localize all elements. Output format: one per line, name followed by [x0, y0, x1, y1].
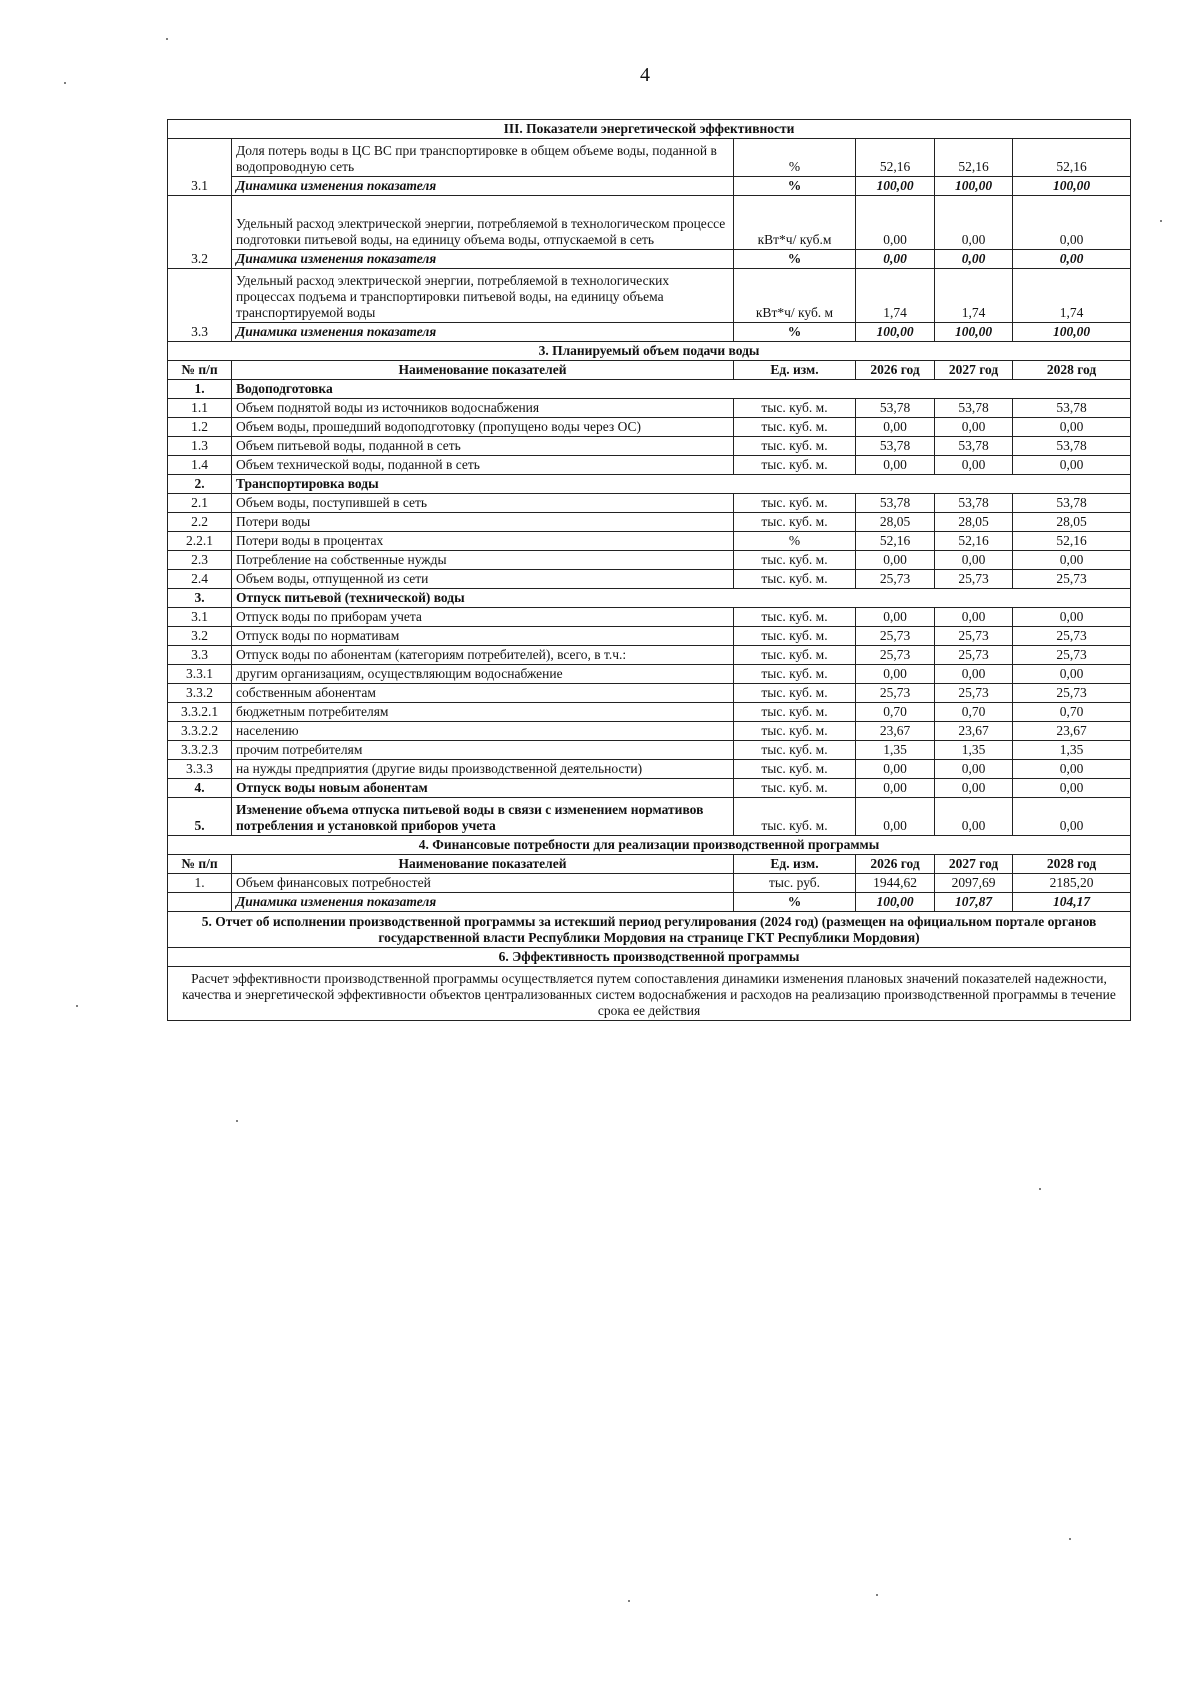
unit-cell: тыс. куб. м.	[734, 665, 856, 684]
value-2027: 1,35	[935, 741, 1013, 760]
value-2026: 0,00	[856, 665, 935, 684]
value-2026: 52,16	[856, 532, 935, 551]
row-number: 2.4	[168, 570, 232, 589]
volume-data-row	[168, 627, 1131, 646]
value-2027: 1,74	[935, 269, 1013, 323]
value-2026: 53,78	[856, 437, 935, 456]
value-2028: 1,35	[1013, 741, 1131, 760]
column-header-unit: Ед. изм.	[734, 361, 856, 380]
unit-cell: тыс. куб. м.	[734, 741, 856, 760]
volume-data-row	[168, 646, 1131, 665]
value-2028: 53,78	[1013, 494, 1131, 513]
indicator-name: Потери воды	[232, 513, 734, 532]
row-number: 1.2	[168, 418, 232, 437]
indicator-name: Объем технической воды, поданной в сеть	[232, 456, 734, 475]
group-number: 2.	[168, 475, 232, 494]
dynamics-label: Динамика изменения показателя	[232, 893, 734, 912]
volume-data-row	[168, 513, 1131, 532]
indicator-name: населению	[232, 722, 734, 741]
group-name: Отпуск питьевой (технической) воды	[232, 589, 1131, 608]
value-2026: 0,00	[856, 798, 935, 836]
unit-cell: тыс. куб. м.	[734, 418, 856, 437]
value-2028: 28,05	[1013, 513, 1131, 532]
indicator-name: Удельный расход электрической энергии, потребляемой в технологическом процессе подготовки питьевой воды, на единицу объема воды, отпускаемой в сеть	[232, 196, 734, 250]
volume-data-row	[168, 532, 1131, 551]
energy-section-title-row	[168, 120, 1131, 139]
volume-group-row	[168, 475, 1131, 494]
unit-cell: тыс. куб. м.	[734, 646, 856, 665]
dynamics-2027: 100,00	[935, 177, 1013, 196]
energy-indicator-row	[168, 139, 1131, 177]
row-number: 1.	[168, 874, 232, 893]
value-2028: 0,00	[1013, 760, 1131, 779]
indicator-name: бюджетным потребителям	[232, 703, 734, 722]
row-number: 5.	[168, 798, 232, 836]
column-header-number: № п/п	[168, 855, 232, 874]
value-2026: 0,00	[856, 418, 935, 437]
group-name: Транспортировка воды	[232, 475, 1131, 494]
value-2028: 25,73	[1013, 646, 1131, 665]
value-2026: 1,74	[856, 269, 935, 323]
volume-data-row	[168, 741, 1131, 760]
value-2027: 0,70	[935, 703, 1013, 722]
scan-speck	[166, 38, 168, 40]
row-number: 4.	[168, 779, 232, 798]
unit-cell: тыс. куб. м.	[734, 627, 856, 646]
volume-data-row	[168, 570, 1131, 589]
value-2026: 1944,62	[856, 874, 935, 893]
column-header-2028: 2028 год	[1013, 855, 1131, 874]
scan-speck	[628, 1600, 630, 1602]
volume-tall-row	[168, 798, 1131, 836]
column-header-unit: Ед. изм.	[734, 855, 856, 874]
unit-cell: кВт*ч/ куб. м	[734, 269, 856, 323]
volume-data-row	[168, 437, 1131, 456]
volume-data-row	[168, 684, 1131, 703]
value-2028: 0,00	[1013, 779, 1131, 798]
indicator-name: Потребление на собственные нужды	[232, 551, 734, 570]
efficiency-section-title-row	[168, 948, 1131, 967]
value-2027: 0,00	[935, 760, 1013, 779]
indicator-name: Объем воды, поступившей в сеть	[232, 494, 734, 513]
unit-cell: %	[734, 139, 856, 177]
volume-data-row	[168, 608, 1131, 627]
row-number: 3.2	[168, 627, 232, 646]
indicator-name: Объем воды, отпущенной из сети	[232, 570, 734, 589]
group-name: Водоподготовка	[232, 380, 1131, 399]
value-2026: 0,00	[856, 196, 935, 250]
row-number: 3.1	[168, 139, 232, 196]
value-2026: 0,70	[856, 703, 935, 722]
scan-speck	[236, 1120, 238, 1122]
indicator-name: Доля потерь воды в ЦС ВС при транспортировке в общем объеме воды, поданной в водопроводную сеть	[232, 139, 734, 177]
value-2028: 25,73	[1013, 570, 1131, 589]
row-number: 3.3.2	[168, 684, 232, 703]
value-2026: 28,05	[856, 513, 935, 532]
unit-cell: тыс. куб. м.	[734, 684, 856, 703]
row-number: 1.1	[168, 399, 232, 418]
value-2027: 25,73	[935, 646, 1013, 665]
finance-section-title-row	[168, 836, 1131, 855]
unit-cell: тыс. куб. м.	[734, 399, 856, 418]
value-2026: 53,78	[856, 399, 935, 418]
value-2026: 25,73	[856, 684, 935, 703]
value-2026: 0,00	[856, 456, 935, 475]
row-number: 2.2.1	[168, 532, 232, 551]
page-number: 4	[640, 64, 650, 86]
value-2027: 28,05	[935, 513, 1013, 532]
value-2026: 52,16	[856, 139, 935, 177]
unit-cell: тыс. куб. м.	[734, 760, 856, 779]
column-header-number: № п/п	[168, 361, 232, 380]
indicator-name: на нужды предприятия (другие виды производственной деятельности)	[232, 760, 734, 779]
unit-cell: %	[734, 532, 856, 551]
value-2028: 0,00	[1013, 196, 1131, 250]
value-2026: 0,00	[856, 760, 935, 779]
value-2027: 0,00	[935, 779, 1013, 798]
unit-cell: тыс. куб. м.	[734, 456, 856, 475]
production-program-table	[167, 119, 1131, 1021]
scan-speck	[76, 1005, 78, 1007]
dynamics-unit: %	[734, 177, 856, 196]
volume-data-row	[168, 665, 1131, 684]
row-number: 3.3.2.1	[168, 703, 232, 722]
value-2026: 23,67	[856, 722, 935, 741]
dynamics-2026: 100,00	[856, 893, 935, 912]
value-2027: 52,16	[935, 139, 1013, 177]
efficiency-text-row	[168, 967, 1131, 1021]
value-2028: 52,16	[1013, 139, 1131, 177]
group-number: 1.	[168, 380, 232, 399]
indicator-name: Объем питьевой воды, поданной в сеть	[232, 437, 734, 456]
row-number: 2.2	[168, 513, 232, 532]
row-number: 3.3.2.2	[168, 722, 232, 741]
group-number: 3.	[168, 589, 232, 608]
unit-cell: тыс. куб. м.	[734, 703, 856, 722]
row-number: 1.4	[168, 456, 232, 475]
volume-group-row	[168, 589, 1131, 608]
value-2026: 25,73	[856, 570, 935, 589]
unit-cell: тыс. куб. м.	[734, 722, 856, 741]
efficiency-section-title: 6. Эффективность производственной программы	[168, 948, 1131, 967]
unit-cell: кВт*ч/ куб.м	[734, 196, 856, 250]
volume-data-row	[168, 722, 1131, 741]
value-2027: 0,00	[935, 798, 1013, 836]
dynamics-2028: 104,17	[1013, 893, 1131, 912]
indicator-name: Отпуск воды новым абонентам	[232, 779, 734, 798]
volume-group-row	[168, 380, 1131, 399]
efficiency-text: Расчет эффективности производственной программы осуществляется путем сопоставления динамики изменения плановых значений показателей надежности, качества и энергетической эффективности объектов централизованных систем водоснабжения и расходов на реализацию производственной программы в течение срока ее действия	[168, 967, 1131, 1021]
value-2026: 0,00	[856, 779, 935, 798]
indicator-name: прочим потребителям	[232, 741, 734, 760]
value-2027: 52,16	[935, 532, 1013, 551]
value-2028: 25,73	[1013, 684, 1131, 703]
indicator-name: другим организациям, осуществляющим водоснабжение	[232, 665, 734, 684]
dynamics-label: Динамика изменения показателя	[232, 177, 734, 196]
indicator-name: Отпуск воды по абонентам (категориям потребителей), всего, в т.ч.:	[232, 646, 734, 665]
value-2028: 25,73	[1013, 627, 1131, 646]
value-2027: 2097,69	[935, 874, 1013, 893]
energy-dynamics-row	[168, 250, 1131, 269]
value-2027: 0,00	[935, 456, 1013, 475]
energy-dynamics-row	[168, 177, 1131, 196]
dynamics-2026: 100,00	[856, 323, 935, 342]
energy-indicator-row	[168, 196, 1131, 250]
dynamics-2028: 100,00	[1013, 177, 1131, 196]
finance-dynamics-row	[168, 893, 1131, 912]
volume-data-row	[168, 779, 1131, 798]
value-2028: 1,74	[1013, 269, 1131, 323]
value-2027: 0,00	[935, 608, 1013, 627]
value-2027: 53,78	[935, 399, 1013, 418]
row-number: 2.1	[168, 494, 232, 513]
volume-section-title: 3. Планируемый объем подачи воды	[168, 342, 1131, 361]
value-2028: 2185,20	[1013, 874, 1131, 893]
indicator-name: Объем воды, прошедший водоподготовку (пропущено воды через ОС)	[232, 418, 734, 437]
value-2026: 1,35	[856, 741, 935, 760]
row-number: 3.3.2.3	[168, 741, 232, 760]
value-2027: 53,78	[935, 437, 1013, 456]
value-2028: 23,67	[1013, 722, 1131, 741]
unit-cell: тыс. куб. м.	[734, 513, 856, 532]
value-2028: 53,78	[1013, 399, 1131, 418]
column-header-2028: 2028 год	[1013, 361, 1131, 380]
energy-dynamics-row	[168, 323, 1131, 342]
dynamics-2027: 100,00	[935, 323, 1013, 342]
dynamics-unit: %	[734, 893, 856, 912]
energy-indicator-row	[168, 269, 1131, 323]
value-2027: 25,73	[935, 684, 1013, 703]
value-2028: 0,70	[1013, 703, 1131, 722]
dynamics-unit: %	[734, 250, 856, 269]
value-2026: 53,78	[856, 494, 935, 513]
value-2027: 0,00	[935, 196, 1013, 250]
dynamics-2026: 100,00	[856, 177, 935, 196]
indicator-name: собственным абонентам	[232, 684, 734, 703]
value-2027: 0,00	[935, 665, 1013, 684]
unit-cell: тыс. куб. м.	[734, 570, 856, 589]
unit-cell: тыс. руб.	[734, 874, 856, 893]
dynamics-2027: 107,87	[935, 893, 1013, 912]
row-number: 1.3	[168, 437, 232, 456]
row-number: 3.3.3	[168, 760, 232, 779]
indicator-name: Отпуск воды по нормативам	[232, 627, 734, 646]
scan-speck	[1039, 1188, 1041, 1190]
value-2028: 0,00	[1013, 665, 1131, 684]
indicator-name: Изменение объема отпуска питьевой воды в связи с изменением нормативов потребления и установкой приборов учета	[232, 798, 734, 836]
value-2027: 0,00	[935, 418, 1013, 437]
energy-section-title: III. Показатели энергетической эффективности	[168, 120, 1131, 139]
value-2028: 0,00	[1013, 551, 1131, 570]
finance-section-title: 4. Финансовые потребности для реализации производственной программы	[168, 836, 1131, 855]
unit-cell: тыс. куб. м.	[734, 437, 856, 456]
report-section-row	[168, 912, 1131, 948]
volume-data-row	[168, 399, 1131, 418]
row-number: 3.1	[168, 608, 232, 627]
dynamics-label: Динамика изменения показателя	[232, 323, 734, 342]
value-2028: 0,00	[1013, 418, 1131, 437]
value-2027: 23,67	[935, 722, 1013, 741]
row-number: 3.3.1	[168, 665, 232, 684]
column-header-2026: 2026 год	[856, 361, 935, 380]
finance-header-row	[168, 855, 1131, 874]
value-2027: 25,73	[935, 570, 1013, 589]
unit-cell: тыс. куб. м.	[734, 798, 856, 836]
indicator-name: Потери воды в процентах	[232, 532, 734, 551]
value-2026: 0,00	[856, 608, 935, 627]
volume-header-row	[168, 361, 1131, 380]
volume-data-row	[168, 418, 1131, 437]
scan-speck	[64, 82, 66, 84]
value-2027: 0,00	[935, 551, 1013, 570]
column-header-name: Наименование показателей	[232, 361, 734, 380]
column-header-2026: 2026 год	[856, 855, 935, 874]
row-number: 3.3	[168, 646, 232, 665]
value-2028: 52,16	[1013, 532, 1131, 551]
value-2028: 0,00	[1013, 608, 1131, 627]
row-number: 3.2	[168, 196, 232, 269]
row-number: 2.3	[168, 551, 232, 570]
dynamics-2027: 0,00	[935, 250, 1013, 269]
report-section-title: 5. Отчет об исполнении производственной программы за истекший период регулирования (2024 год) (размещен на официальном портале органов государственной власти Республики Мордовия на странице ГКТ Республики Мордовия)	[168, 912, 1131, 948]
indicator-name: Объем финансовых потребностей	[232, 874, 734, 893]
unit-cell: тыс. куб. м.	[734, 779, 856, 798]
value-2028: 0,00	[1013, 798, 1131, 836]
dynamics-2028: 0,00	[1013, 250, 1131, 269]
value-2028: 0,00	[1013, 456, 1131, 475]
scan-speck	[876, 1594, 878, 1596]
finance-data-row	[168, 874, 1131, 893]
value-2026: 0,00	[856, 551, 935, 570]
volume-data-row	[168, 494, 1131, 513]
dynamics-unit: %	[734, 323, 856, 342]
value-2026: 25,73	[856, 627, 935, 646]
volume-data-row	[168, 456, 1131, 475]
value-2026: 25,73	[856, 646, 935, 665]
volume-section-title-row	[168, 342, 1131, 361]
unit-cell: тыс. куб. м.	[734, 494, 856, 513]
column-header-2027: 2027 год	[935, 855, 1013, 874]
indicator-name: Объем поднятой воды из источников водоснабжения	[232, 399, 734, 418]
scan-speck	[1160, 220, 1162, 222]
value-2027: 25,73	[935, 627, 1013, 646]
dynamics-2028: 100,00	[1013, 323, 1131, 342]
value-2028: 53,78	[1013, 437, 1131, 456]
column-header-name: Наименование показателей	[232, 855, 734, 874]
row-number: 3.3	[168, 269, 232, 342]
dynamics-label: Динамика изменения показателя	[232, 250, 734, 269]
value-2027: 53,78	[935, 494, 1013, 513]
volume-data-row	[168, 760, 1131, 779]
scan-speck	[1069, 1538, 1071, 1540]
empty-cell	[168, 893, 232, 912]
column-header-2027: 2027 год	[935, 361, 1013, 380]
unit-cell: тыс. куб. м.	[734, 551, 856, 570]
volume-data-row	[168, 703, 1131, 722]
indicator-name: Отпуск воды по приборам учета	[232, 608, 734, 627]
volume-data-row	[168, 551, 1131, 570]
indicator-name: Удельный расход электрической энергии, потребляемой в технологических процессах подъема и транспортировки питьевой воды, на единицу объема транспортируемой воды	[232, 269, 734, 323]
unit-cell: тыс. куб. м.	[734, 608, 856, 627]
dynamics-2026: 0,00	[856, 250, 935, 269]
